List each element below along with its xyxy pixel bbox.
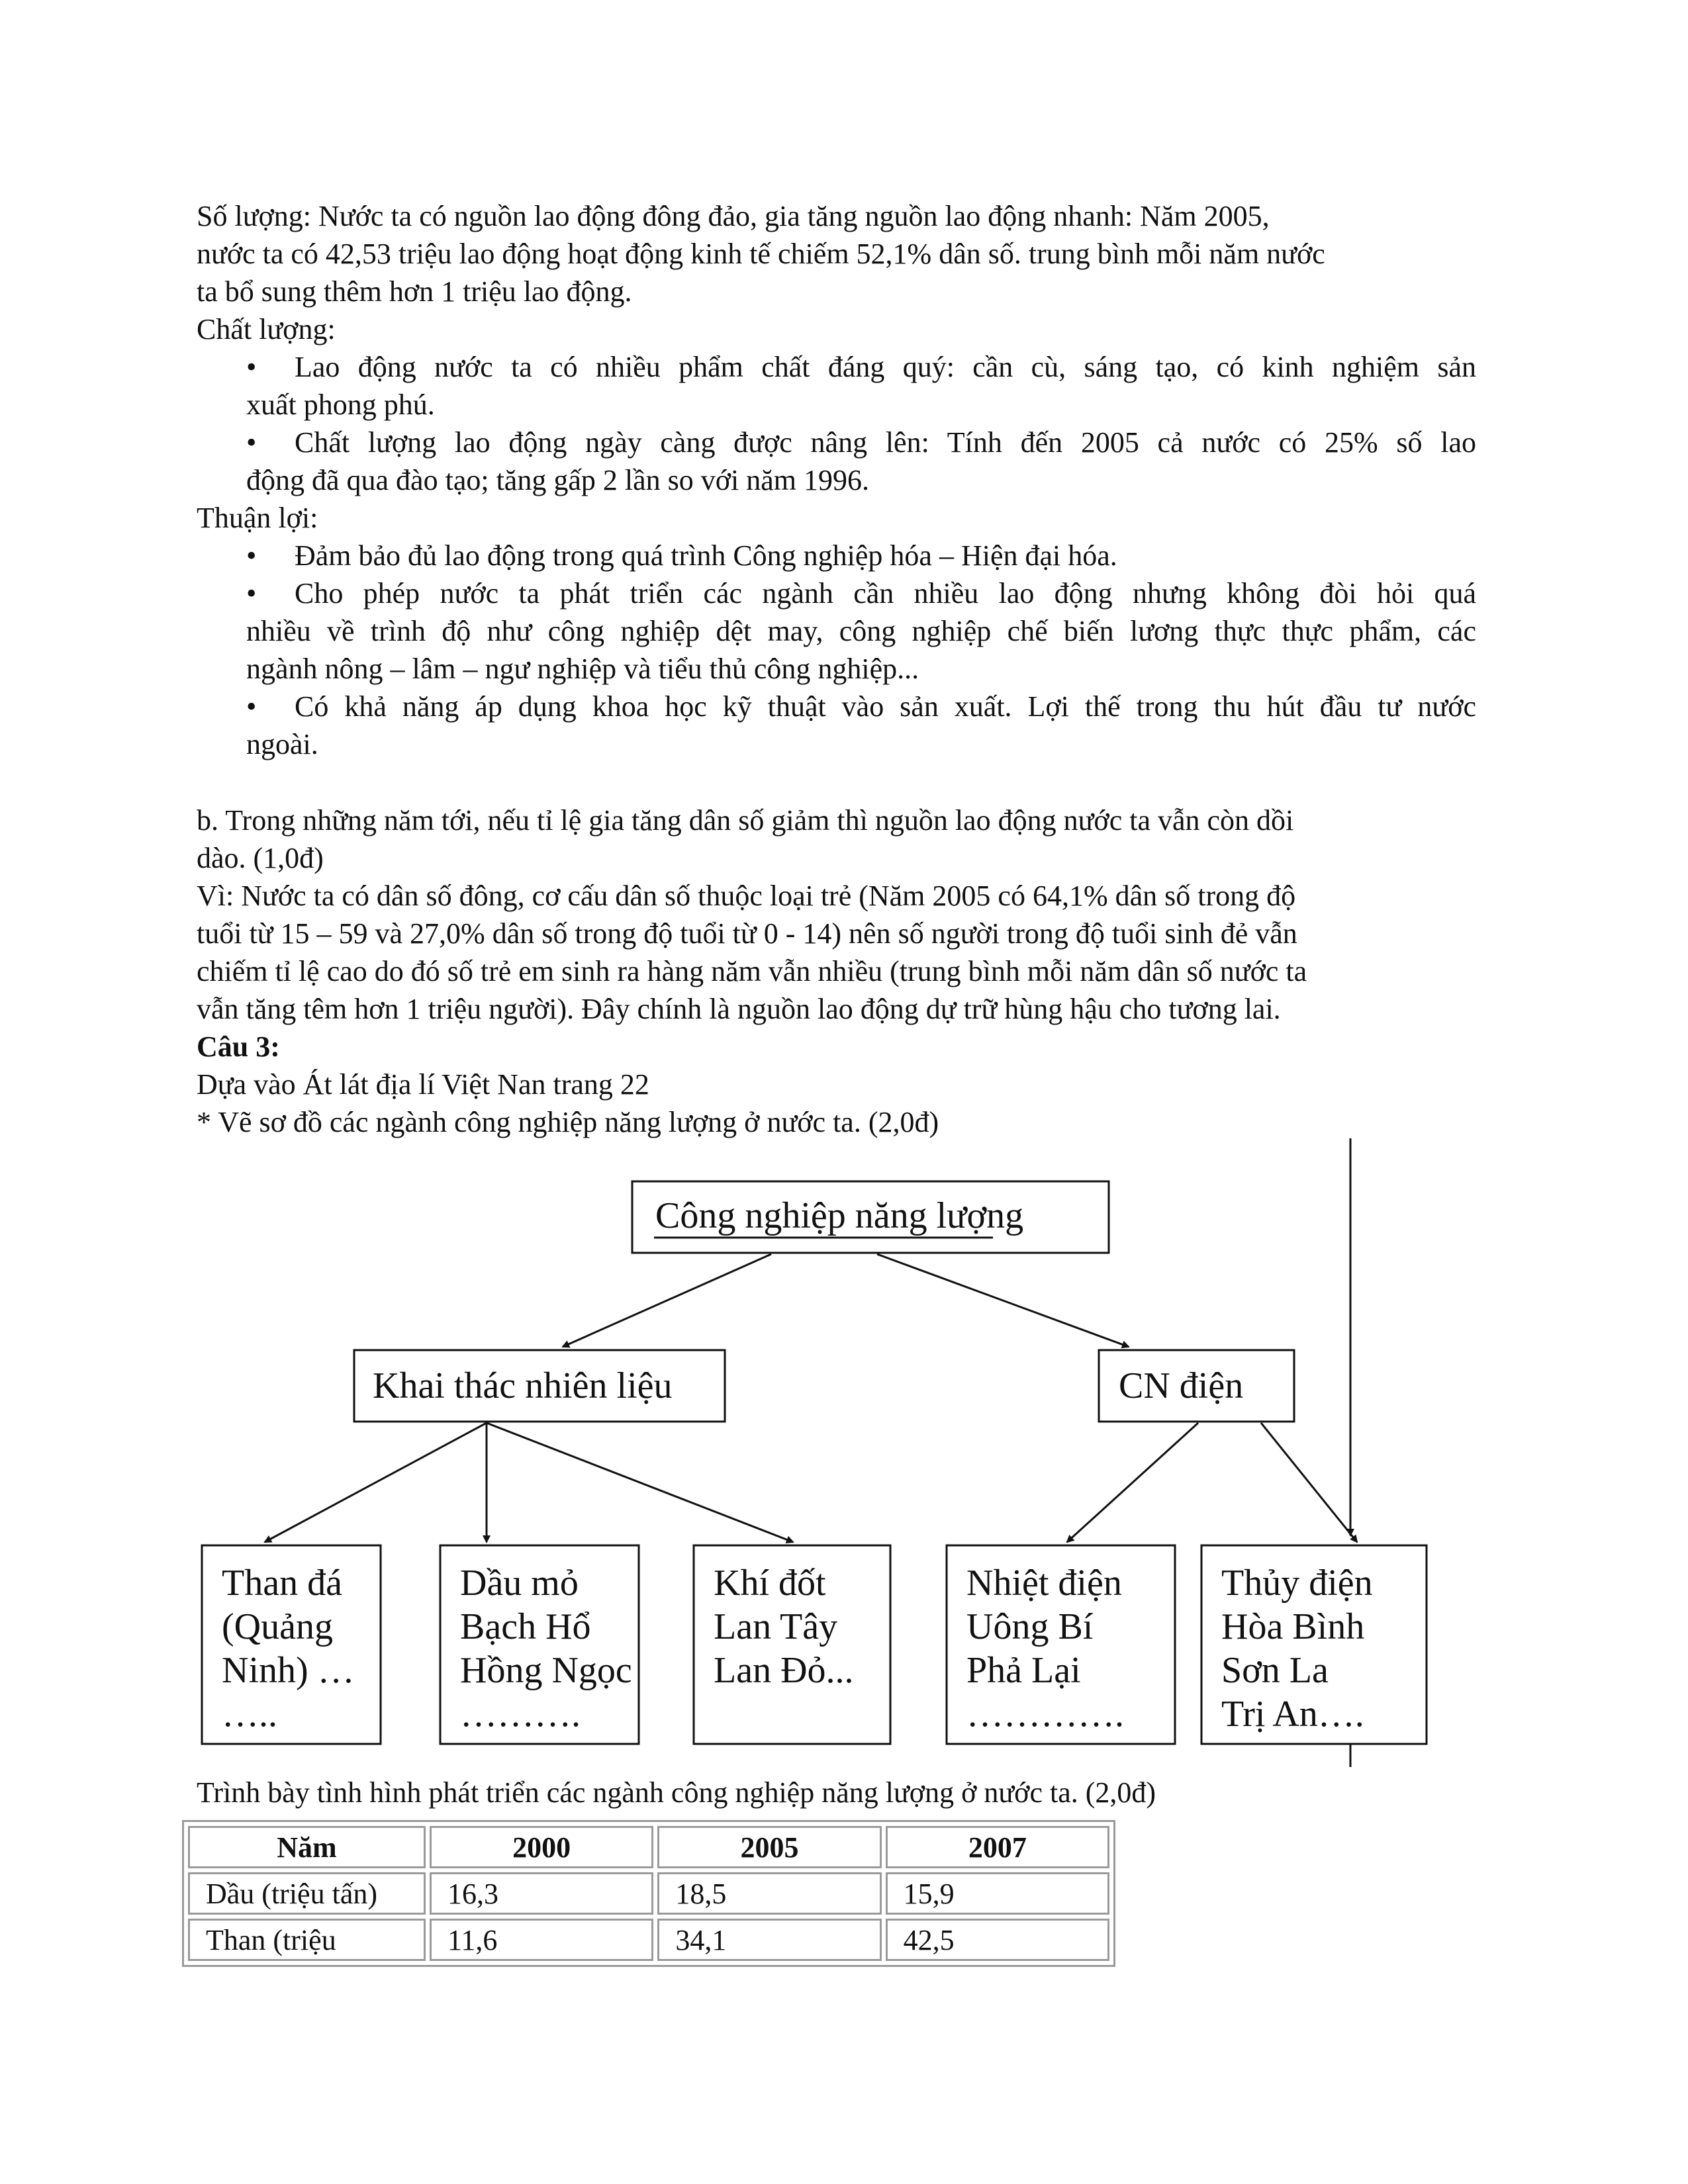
khai-thac-label: Khai thác nhiên liệu	[373, 1365, 673, 1406]
arrow-to-thuy	[1261, 1423, 1357, 1542]
row-dau-label: Dầu (triệu tấn)	[188, 1872, 426, 1915]
than-line-4: …..	[222, 1694, 277, 1735]
header-2007: 2007	[886, 1826, 1109, 1868]
section-b-line-2: dào. (1,0đ)	[197, 842, 324, 874]
energy-industry-diagram	[0, 1125, 1688, 1787]
khi-line-1: Khí đốt	[714, 1563, 826, 1604]
nhiet-line-4: ………….	[966, 1694, 1124, 1735]
dau-line-1: Dầu mỏ	[460, 1563, 579, 1604]
thuan-loi-item-3-line-1: Có khả năng áp dụng khoa học kỹ thuật vào sản xuất. Lợi thế trong thu hút đầu tư nước	[295, 690, 1476, 723]
thuy-line-3: Sơn La	[1221, 1650, 1329, 1691]
table-row	[188, 1919, 1109, 1961]
dau-line-3: Hồng Ngọc	[460, 1650, 632, 1691]
bullet-icon: •	[246, 539, 257, 572]
energy-table	[182, 1820, 1115, 1967]
arrow-to-nhiet	[1067, 1423, 1198, 1542]
thuan-loi-item-1: Đảm bảo đủ lao động trong quá trình Công nghiệp hóa – Hiện đại hóa.	[295, 539, 1117, 572]
thuy-line-1: Thủy điện	[1221, 1563, 1373, 1604]
so-luong-line-1: Số lượng: Nước ta có nguồn lao động đông đảo, gia tăng nguồn lao động nhanh: Năm 2005,	[197, 200, 1270, 232]
thuy-line-4: Trị An….	[1221, 1694, 1364, 1735]
so-luong-line-2: nước ta có 42,53 triệu lao động hoạt động kinh tế chiếm 52,1% dân số. trung bình mỗi năm nước	[197, 238, 1325, 270]
cn-dien-label: CN điện	[1119, 1365, 1244, 1406]
thuan-loi-item-3-line-2: ngoài.	[246, 728, 318, 760]
chat-luong-item-1-line-1: Lao động nước ta có nhiều phẩm chất đáng quý: cần cù, sáng tạo, có kinh nghiệm sản	[295, 351, 1476, 383]
than-line-3: Ninh) …	[222, 1650, 355, 1691]
cau3-line-2: * Vẽ sơ đồ các ngành công nghiệp năng lượng ở nước ta. (2,0đ)	[197, 1106, 939, 1138]
section-b-line-5: chiếm tỉ lệ cao do đó số trẻ em sinh ra hàng năm vẫn nhiều (trung bình mỗi năm dân số nước ta	[197, 955, 1307, 987]
row-than-2005: 34,1	[657, 1919, 881, 1961]
section-b-line-1: b. Trong những năm tới, nếu tỉ lệ gia tăng dân số giảm thì nguồn lao động nước ta vẫn còn dồi	[197, 804, 1294, 837]
section-b-line-4: tuổi từ 15 – 59 và 27,0% dân số trong độ tuổi từ 0 - 14) nên số người trong độ tuổi sinh đẻ vẫn	[197, 917, 1297, 950]
thuan-loi-item-2-line-3: ngành nông – lâm – ngư nghiệp và tiểu thủ công nghiệp...	[246, 653, 919, 685]
root-label: Công nghiệp năng lượng	[655, 1195, 1024, 1236]
row-than-label: Than (triệu	[188, 1919, 426, 1961]
chat-luong-item-1-line-2: xuất phong phú.	[246, 388, 435, 421]
nhiet-line-1: Nhiệt điện	[966, 1563, 1122, 1604]
cau3-line-1: Dựa vào Át lát địa lí Việt Nan trang 22	[197, 1068, 649, 1101]
nhiet-line-3: Phả Lại	[966, 1650, 1081, 1691]
header-2005: 2005	[657, 1826, 881, 1868]
chat-luong-item-2-line-1: Chất lượng lao động ngày càng được nâng lên: Tính đến 2005 cả nước có 25% số lao	[295, 426, 1476, 459]
thuan-loi-heading: Thuận lợi:	[197, 502, 318, 534]
row-than-2007: 42,5	[886, 1919, 1109, 1961]
cau3-heading: Câu 3:	[197, 1030, 280, 1063]
arrow-to-than	[265, 1423, 487, 1542]
bullet-icon: •	[246, 426, 257, 459]
row-dau-2007: 15,9	[886, 1872, 1109, 1915]
than-line-2: (Quảng	[222, 1606, 333, 1647]
row-dau-2005: 18,5	[657, 1872, 881, 1915]
chat-luong-item-2-line-2: động đã qua đào tạo; tăng gấp 2 lần so với năm 1996.	[246, 464, 869, 496]
header-nam: Năm	[188, 1826, 426, 1868]
so-luong-line-3: ta bổ sung thêm hơn 1 triệu lao động.	[197, 275, 632, 308]
header-2000: 2000	[430, 1826, 653, 1868]
arrow-to-khi	[487, 1423, 793, 1542]
thuan-loi-item-2-line-1: Cho phép nước ta phát triển các ngành cần nhiều lao động nhưng không đòi hỏi quá	[295, 577, 1476, 610]
nhiet-line-2: Uông Bí	[966, 1606, 1094, 1647]
arrow-root-right	[877, 1254, 1129, 1347]
than-line-1: Than đá	[222, 1563, 342, 1604]
chat-luong-heading: Chất lượng:	[197, 313, 336, 345]
table-intro: Trình bày tình hình phát triển các ngành công nghiệp năng lượng ở nước ta. (2,0đ)	[197, 1776, 1156, 1809]
thuy-line-2: Hòa Bình	[1221, 1606, 1365, 1647]
thuan-loi-item-2-line-2: nhiều về trình độ như công nghiệp dệt may, công nghiệp chế biến lương thực thực phẩm, các	[246, 615, 1476, 647]
row-dau-2000: 16,3	[430, 1872, 653, 1915]
table-row	[188, 1872, 1109, 1915]
dau-line-4: ……….	[460, 1694, 581, 1735]
khi-line-2: Lan Tây	[714, 1606, 838, 1647]
section-b-line-3: Vì: Nước ta có dân số đông, cơ cấu dân số thuộc loại trẻ (Năm 2005 có 64,1% dân số trong độ	[197, 880, 1296, 912]
bullet-icon: •	[246, 351, 257, 383]
khi-line-3: Lan Đỏ...	[714, 1650, 854, 1691]
dau-line-2: Bạch Hổ	[460, 1606, 591, 1647]
row-than-2000: 11,6	[430, 1919, 653, 1961]
section-b-line-6: vẫn tăng têm hơn 1 triệu người). Đây chính là nguồn lao động dự trữ hùng hậu cho tương lai.	[197, 993, 1281, 1025]
table-header-row	[188, 1826, 1109, 1868]
arrow-root-left	[563, 1254, 771, 1347]
bullet-icon: •	[246, 577, 257, 610]
bullet-icon: •	[246, 690, 257, 723]
